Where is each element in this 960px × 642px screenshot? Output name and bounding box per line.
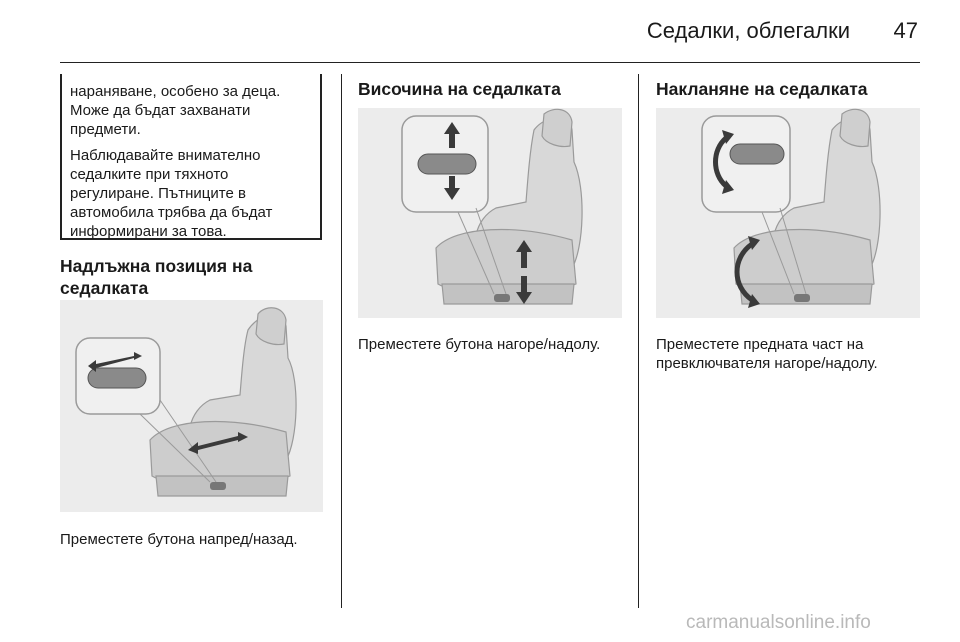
header-divider bbox=[60, 62, 920, 63]
section-heading-height: Височина на седалката bbox=[358, 79, 561, 99]
warning-box bbox=[60, 74, 322, 240]
section-heading-fore-aft: Надлъжна позиция на седалката bbox=[60, 256, 253, 298]
seat-tilt-figure bbox=[656, 108, 920, 318]
warning-paragraph: Наблюдавайте внимателно седалките при тяхното регулиране. Пътниците в автомобила трябва да бъдат информирани за това. bbox=[70, 147, 273, 240]
figure-caption: Преместете бутона напред/назад. bbox=[60, 531, 298, 548]
warning-paragraph: нараняване, особено за деца. Може да бъдат захванати предмети. bbox=[70, 83, 281, 138]
figure-caption: Преместете предната част на превключвателя нагоре/надолу. bbox=[656, 336, 878, 372]
seat-height-figure bbox=[358, 108, 622, 318]
watermark-text: carmanualsonline.info bbox=[686, 612, 871, 633]
seat-fore-aft-figure bbox=[60, 300, 323, 512]
page-number: 47 bbox=[893, 18, 918, 43]
seat-illustration bbox=[150, 308, 296, 496]
column-divider-1 bbox=[341, 74, 342, 608]
page-header-title: Седалки, облегалки bbox=[646, 18, 850, 43]
figure-caption: Преместете бутона нагоре/надолу. bbox=[358, 336, 601, 353]
column-divider-2 bbox=[638, 74, 639, 608]
section-heading-tilt: Накланяне на седалката bbox=[656, 79, 868, 99]
